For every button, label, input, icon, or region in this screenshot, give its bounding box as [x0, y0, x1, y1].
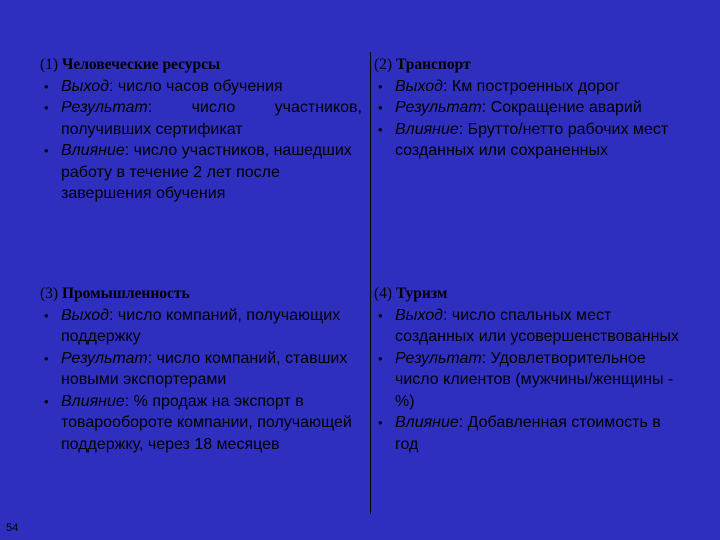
- quadrant-heading: [40, 54, 362, 76]
- item-text: : Сокращение аварий: [481, 99, 642, 116]
- bullet-icon: •: [44, 307, 49, 323]
- quadrant-title: Человеческие ресурсы: [61, 56, 221, 73]
- quadrant-heading: [40, 283, 362, 305]
- item-label: Результат: [395, 349, 482, 367]
- quadrant-number: (4): [374, 285, 393, 302]
- item-text: : число компаний, ставших новыми экспортерами: [61, 349, 348, 388]
- item-label: Результат: [61, 349, 148, 367]
- list-item: [374, 97, 684, 119]
- bullet-icon: •: [44, 143, 49, 158]
- quadrant-number: (3): [40, 285, 59, 302]
- quadrant-heading: [374, 54, 684, 76]
- bullet-icon: •: [44, 350, 49, 366]
- item-text: : Добавленная стоимость в год: [395, 414, 661, 453]
- column-divider: [370, 52, 371, 514]
- list-item: [374, 348, 684, 413]
- item-text: : число компаний, получающих поддержку: [61, 306, 341, 345]
- item-text: : Удовлетворительное число клиентов (мужчины/женщины -%): [395, 349, 674, 410]
- item-label: Влияние: [61, 142, 125, 159]
- list-item: [374, 76, 684, 98]
- indicator-list: [374, 76, 684, 162]
- quadrant-title: Транспорт: [395, 56, 471, 73]
- quadrant-title: Туризм: [395, 285, 448, 302]
- indicator-list: [40, 76, 362, 205]
- item-label: Выход: [395, 306, 444, 324]
- list-item: [374, 119, 684, 162]
- item-label: Влияние: [395, 120, 459, 138]
- item-label: Выход: [395, 77, 444, 95]
- item-label: Результат: [61, 99, 148, 116]
- list-item: [374, 305, 684, 348]
- bullet-icon: •: [378, 307, 383, 323]
- item-text: : Км построенных дорог: [443, 77, 620, 95]
- quadrant-number: (1): [40, 56, 59, 73]
- bullet-icon: •: [44, 78, 49, 94]
- bullet-icon: •: [378, 78, 383, 94]
- quadrant-heading: [374, 283, 684, 305]
- item-text: : число часов обучения: [109, 77, 283, 95]
- item-text: : Брутто/нетто рабочих мест созданных или сохраненных: [395, 120, 669, 159]
- bullet-icon: •: [44, 100, 49, 115]
- quadrant-title: Промышленность: [61, 285, 190, 302]
- item-label: Выход: [61, 306, 110, 324]
- list-item: [374, 412, 684, 455]
- quadrant-number: (2): [374, 56, 393, 73]
- bullet-icon: •: [378, 350, 383, 366]
- list-item: [40, 391, 362, 456]
- item-text: : % продаж на экспорт в товарообороте компании, получающей поддержку, через 18 месяцев: [61, 392, 352, 453]
- list-item: [40, 348, 362, 391]
- quadrant-tourism: [374, 283, 684, 455]
- quadrant-transport: [374, 54, 684, 162]
- quadrant-human-resources: [40, 54, 362, 205]
- item-label: Влияние: [61, 392, 125, 410]
- list-item: [40, 97, 362, 140]
- item-text: : число участников, получивших сертификат: [61, 99, 362, 138]
- item-label: Влияние: [395, 414, 459, 431]
- bullet-icon: •: [44, 393, 49, 409]
- list-item: [40, 140, 362, 205]
- item-label: Выход: [61, 77, 110, 95]
- bullet-icon: •: [378, 100, 383, 115]
- quadrant-industry: [40, 283, 362, 455]
- indicator-list: [40, 305, 362, 456]
- bullet-icon: •: [378, 121, 383, 137]
- list-item: [40, 76, 362, 98]
- item-text: : число участников, нашедших работу в течение 2 лет после завершения обучения: [61, 142, 352, 202]
- list-item: [40, 305, 362, 348]
- item-label: Результат: [395, 99, 482, 116]
- bullet-icon: •: [378, 415, 383, 430]
- item-text: : число спальных мест созданных или усовершенствованных: [395, 306, 679, 345]
- indicator-list: [374, 305, 684, 456]
- page-number: 54: [6, 522, 19, 534]
